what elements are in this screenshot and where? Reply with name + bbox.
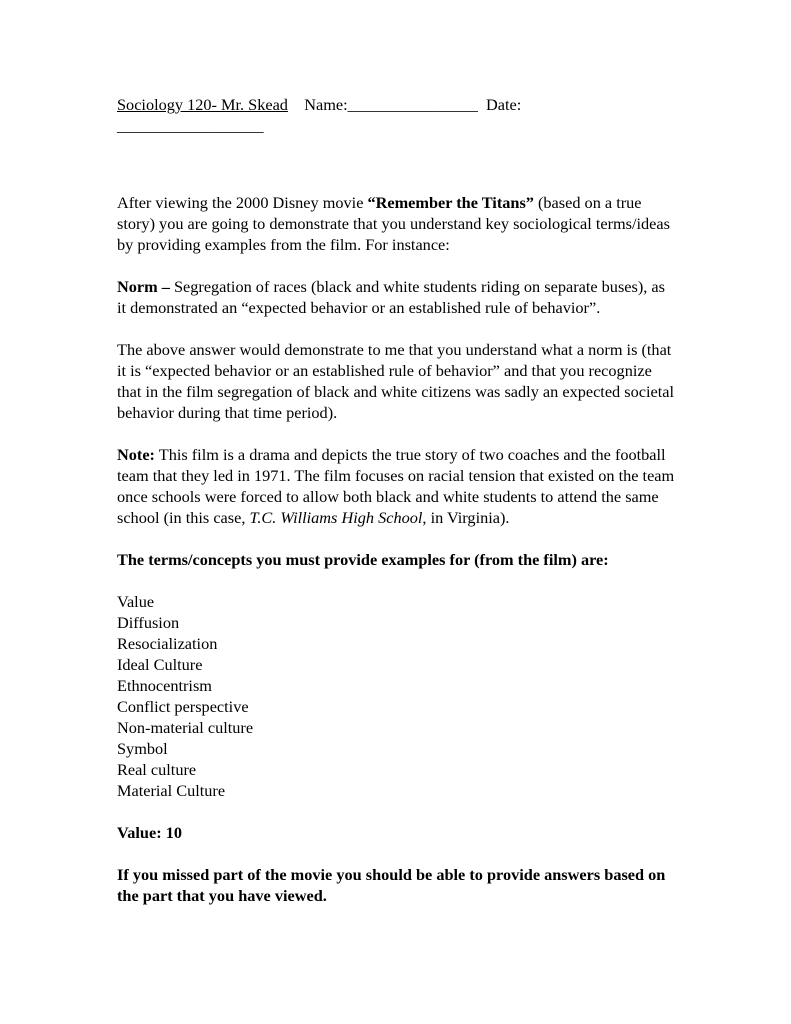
norm-text: Segregation of races (black and white students riding on separate buses), as it demonstrated an “expected behavior or an established rule of behavior”. <box>117 277 665 317</box>
explanation-paragraph: The above answer would demonstrate to me that you understand what a norm is (that it is “expected behavior or an established rule of behavior” and that you recognize that in the film segregation of black and white citizens was sadly an expected societal behavior during that time period). <box>117 340 674 422</box>
term-item: Material Culture <box>117 781 226 800</box>
term-item: Value <box>117 592 155 611</box>
term-item: Symbol <box>117 739 168 758</box>
intro-text-before: After viewing the 2000 Disney movie <box>117 193 368 212</box>
name-blank: ________________ <box>347 95 478 114</box>
intro-text-after: (based on a true story) you are going to demonstrate that you understand key sociological terms/ideas by providing examples from the film. For instance: <box>117 193 670 254</box>
terms-heading-text: The terms/concepts you must provide examples for (from the film) are: <box>117 550 609 569</box>
terms-list <box>117 591 677 801</box>
terms-heading <box>117 549 677 570</box>
closing-paragraph <box>117 864 677 906</box>
norm-term: Norm – <box>117 277 170 296</box>
term-item: Real culture <box>117 760 197 779</box>
header-line <box>117 94 677 136</box>
note-paragraph <box>117 444 677 528</box>
term-item: Ethnocentrism <box>117 676 212 695</box>
note-text-before: This film is a drama and depicts the true story of two coaches and the football team that they led in 1971. The film focuses on racial tension that existed on the team once schools were forced to allow both black and white students to attend the same school (in this case, <box>117 445 675 527</box>
value-line <box>117 822 677 843</box>
term-item: Conflict perspective <box>117 697 249 716</box>
term-item: Non-material culture <box>117 718 254 737</box>
date-label: Date: <box>486 95 522 114</box>
note-label: Note: <box>117 445 155 464</box>
intro-paragraph <box>117 192 677 255</box>
note-text-after: , in Virginia). <box>422 508 510 527</box>
term-item: Diffusion <box>117 613 180 632</box>
school-name: T.C. Williams High School <box>249 508 423 527</box>
course-title: Sociology 120- Mr. Skead <box>117 95 288 114</box>
term-item: Resocialization <box>117 634 218 653</box>
movie-title: “Remember the Titans” <box>367 193 534 212</box>
name-label: Name: <box>304 95 348 114</box>
value-text: Value: 10 <box>117 823 182 842</box>
term-item: Ideal Culture <box>117 655 203 674</box>
norm-example <box>117 276 677 318</box>
document-body <box>117 94 677 906</box>
date-blank: __________________ <box>117 116 264 135</box>
closing-text: If you missed part of the movie you should be able to provide answers based on the part that you have viewed. <box>117 865 666 905</box>
